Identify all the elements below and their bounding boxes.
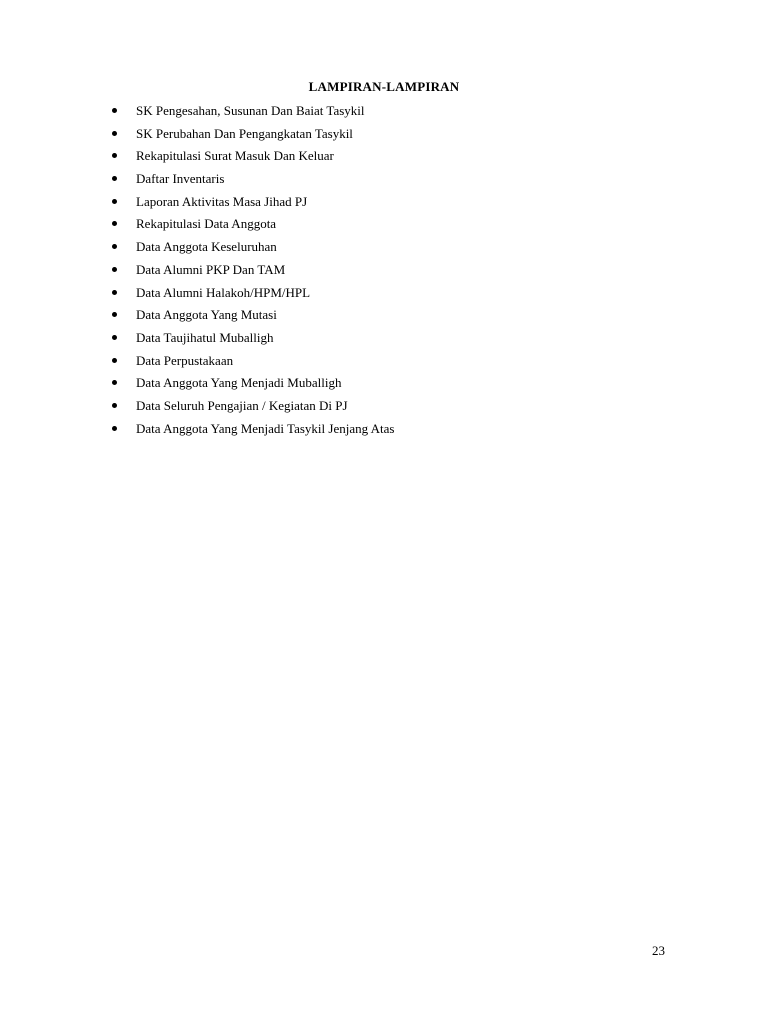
list-item [108, 419, 394, 442]
list-item [108, 260, 394, 283]
list-item-label: Daftar Inventaris [136, 171, 225, 187]
list-item [108, 305, 394, 328]
bullet-icon [112, 380, 117, 385]
list-item [108, 237, 394, 260]
list-item [108, 283, 394, 306]
list-item [108, 214, 394, 237]
list-item [108, 373, 394, 396]
list-item [108, 351, 394, 374]
bullet-icon [112, 403, 117, 408]
bullet-icon [112, 244, 117, 249]
bullet-icon [112, 312, 117, 317]
bullet-icon [112, 199, 117, 204]
list-item [108, 192, 394, 215]
page-title: LAMPIRAN-LAMPIRAN [308, 79, 460, 94]
list-item-label: Data Anggota Yang Mutasi [136, 307, 277, 323]
list-item-label: Data Alumni PKP Dan TAM [136, 261, 286, 277]
list-item-label: Laporan Aktivitas Masa Jihad PJ [136, 193, 308, 209]
list-item-label: Rekapitulasi Surat Masuk Dan Keluar [136, 148, 334, 164]
list-item-label: Data Alumni Halakoh/HPM/HPL [136, 284, 311, 300]
bullet-icon [112, 290, 117, 295]
list-item-label: Data Perpustakaan [136, 352, 234, 368]
page-number: 23 [652, 943, 665, 958]
list-item-label: SK Pengesahan, Susunan Dan Baiat Tasykil [136, 103, 365, 118]
bullet-icon [112, 426, 117, 431]
bullet-icon [112, 221, 117, 226]
list-item [108, 124, 394, 147]
bullet-icon [112, 176, 117, 181]
list-item [108, 396, 394, 419]
list-item-label: Data Anggota Yang Menjadi Muballigh [136, 375, 342, 391]
list-item-label: Data Seluruh Pengajian / Kegiatan Di PJ [136, 397, 348, 413]
list-item-label: Data Anggota Keseluruhan [136, 239, 277, 255]
bullet-icon [112, 108, 117, 113]
list-item [108, 169, 394, 192]
list-item [108, 146, 394, 169]
list-item-label: Rekapitulasi Data Anggota [136, 216, 277, 232]
list-item [108, 101, 394, 124]
list-item [108, 328, 394, 351]
bullet-icon [112, 267, 117, 272]
list-item-label: Data Anggota Yang Menjadi Tasykil Jenjang Atas [136, 420, 395, 436]
bullet-icon [112, 153, 117, 158]
attachment-list [108, 101, 394, 441]
list-item-label: Data Taujihatul Muballigh [136, 329, 274, 345]
bullet-icon [112, 358, 117, 363]
list-item-label: SK Perubahan Dan Pengangkatan Tasykil [136, 125, 353, 141]
bullet-icon [112, 335, 117, 340]
bullet-icon [112, 131, 117, 136]
